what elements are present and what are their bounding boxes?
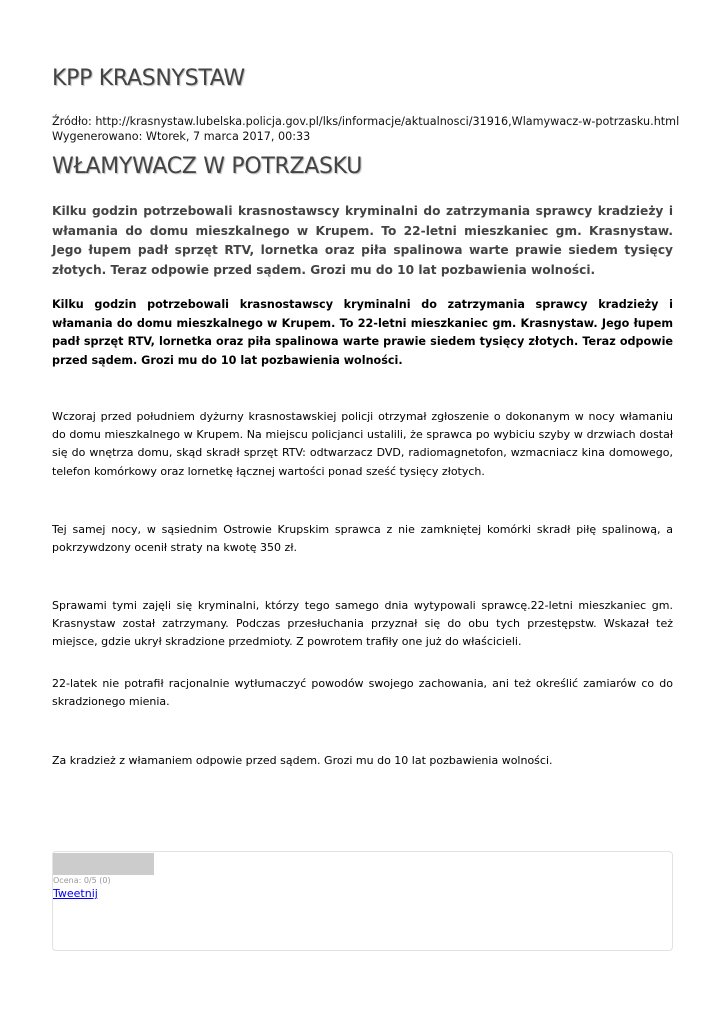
article-paragraph: 22-latek nie potrafił racjonalnie wytłumaczyć powodów swojego zachowania, ani też określić zamiarów co do skradzionego mienia. (52, 677, 673, 709)
rating-stars-widget[interactable] (53, 853, 154, 875)
rating-label: Ocena: 0/5 (0) (53, 876, 111, 885)
generated-line: Wygenerowano: Wtorek, 7 marca 2017, 00:33 (52, 130, 311, 143)
article-paragraph: Tej samej nocy, w sąsiednim Ostrowie Krupskim sprawca z nie zamkniętej komórki skradł piłę spalinową, a pokrzywdzony ocenił straty na kwotę 350 zł. (52, 523, 673, 555)
article-title: WŁAMYWACZ W POTRZASKU (52, 154, 363, 179)
source-line: Źródło: http://krasnystaw.lubelska.policja.gov.pl/lks/informacje/aktualnosci/31916,Wlamywacz-w-potrzasku.html (52, 115, 680, 128)
article-paragraph: Za kradzież z włamaniem odpowie przed sądem. Grozi mu do 10 lat pozbawienia wolności. (52, 754, 553, 767)
tweet-link[interactable]: Tweetnij (53, 887, 98, 900)
article-lead: Kilku godzin potrzebowali krasnostawscy kryminalni do zatrzymania sprawcy kradzieży i włamania do domu mieszkalnego w Krupem. To 22-letni mieszkaniec gm. Krasnystaw. Jego łupem padł sprzęt RTV, lornetka oraz piła spalinowa warte prawie siedem tysięcy złotych. Teraz odpowie przed sądem. Grozi mu do 10 lat pozbawienia wolności. (52, 204, 673, 277)
article-paragraph: Sprawami tymi zajęli się kryminalni, którzy tego samego dnia wytypowali sprawcę.22-letni mieszkaniec gm. Krasnystaw został zatrzymany. Podczas przesłuchania przyznał się do obu tych przestępstw. Wskazał też miejsce, gdzie ukrył skradzione przedmioty. Z powrotem trafiły one już do właścicieli. (52, 599, 673, 649)
site-title: KPP KRASNYSTAW (52, 66, 245, 91)
article-footer-box (52, 851, 673, 951)
article-lead-repeat: Kilku godzin potrzebowali krasnostawscy kryminalni do zatrzymania sprawcy kradzieży i włamania do domu mieszkalnego w Krupem. To 22-letni mieszkaniec gm. Krasnystaw. Jego łupem padł sprzęt RTV, lornetka oraz piła spalinowa warte prawie siedem tysięcy złotych. Teraz odpowie przed sądem. Grozi mu do 10 lat pozbawienia wolności. (52, 298, 673, 367)
article-paragraph: Wczoraj przed południem dyżurny krasnostawskiej policji otrzymał zgłoszenie o dokonanym w nocy włamaniu do domu mieszkalnego w Krupem. Na miejscu policjanci ustalili, że sprawca po wybiciu szyby w drzwiach dostał się do wnętrza domu, skąd skradł sprzęt RTV: odtwarzacz DVD, radiomagnetofon, wzmacniacz kina domowego, telefon komórkowy oraz lornetkę łącznej wartości ponad sześć tysięcy złotych. (52, 410, 673, 478)
document-meta (52, 114, 679, 144)
